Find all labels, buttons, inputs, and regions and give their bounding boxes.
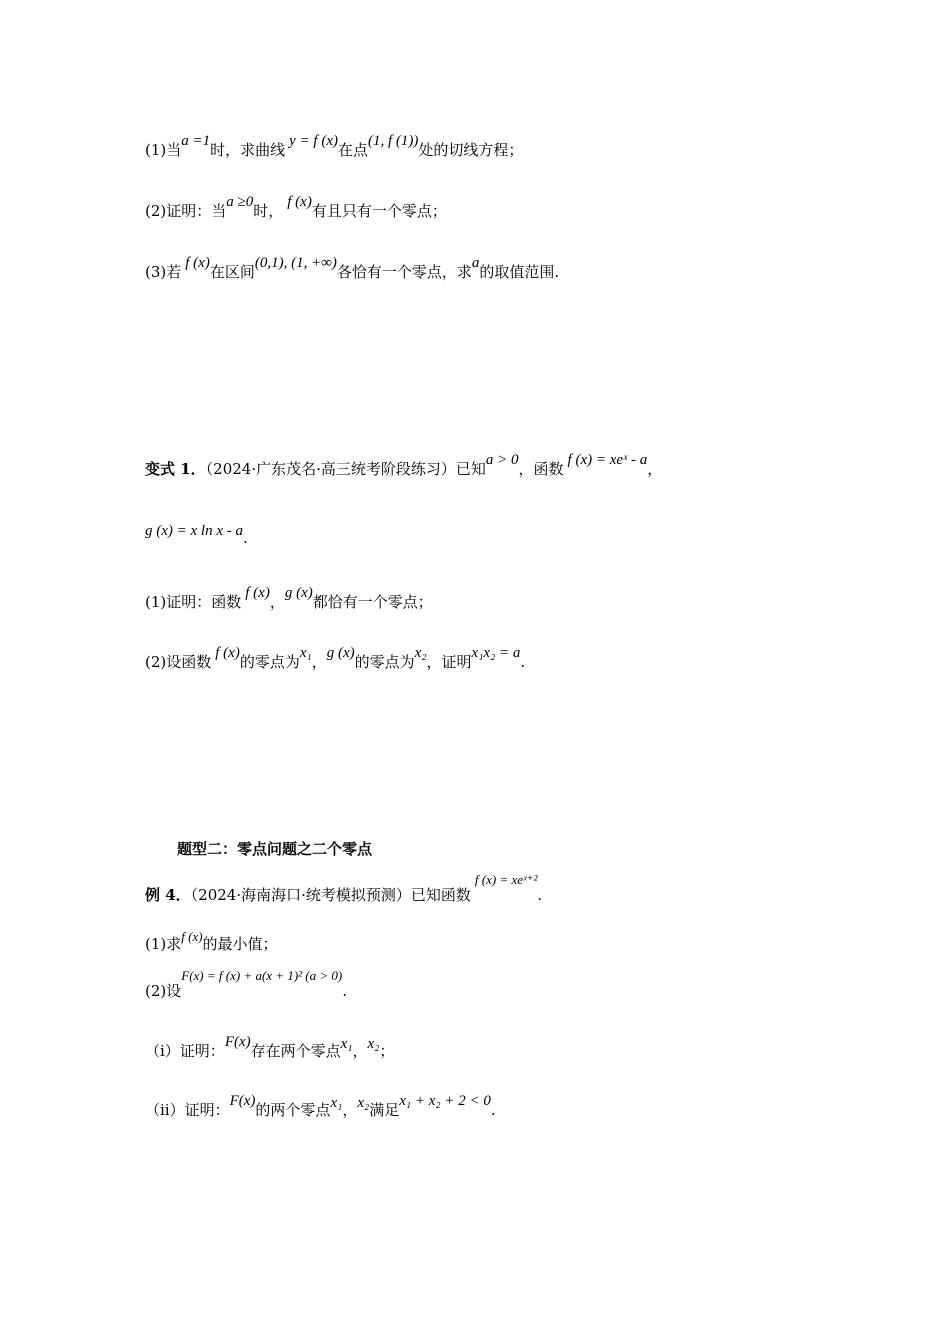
math-point: (1, f (1)) <box>368 133 419 149</box>
math-a-geq-0: a ≥0 <box>226 194 254 210</box>
math-x2: x₂ <box>357 1095 370 1111</box>
math-curve-eq: y = f (x) <box>289 133 338 149</box>
example-4-question-2: (2)设F(x) = f (x) + a(x + 1)² (a > 0). <box>145 968 348 1000</box>
math-a: a <box>471 255 480 271</box>
question-1: (1)当a =1时，求曲线 y = f (x)在点(1, f (1))处的切线方程； <box>145 133 524 159</box>
math-Fx: F(x) <box>224 1034 251 1050</box>
variant-1-heading: 变式 1．（2024·广东茂名·高三统考阶段练习）已知a > 0，函数 f (x) = xeˣ - a， <box>145 452 663 478</box>
math-x2: x₂ <box>367 1036 380 1052</box>
variant-1-g-definition: g (x) = x ln x - a. <box>145 523 248 547</box>
math-x1: x₁ <box>330 1095 343 1111</box>
math-g-def: g (x) = x ln x - a <box>145 523 243 539</box>
question-2: (2)证明：当a ≥0时， f (x)有且只有一个零点； <box>145 194 447 220</box>
math-fx: f (x) <box>215 645 240 661</box>
math-F-def: F(x) = f (x) + a(x + 1)² (a > 0) <box>181 968 343 983</box>
math-x1: x₁ <box>299 645 312 661</box>
variant-source: （2024·广东茂名·高三统考阶段练习）已知 <box>205 460 486 478</box>
example-4-heading: 例 4．（2024·海南海口·统考模拟预测）已知函数f (x) = xeˣ⁺². <box>145 872 543 904</box>
math-fx: f (x) <box>185 255 210 271</box>
variant-1-question-2: (2)设函数 f (x)的零点为x₁，g (x)的零点为x₂，证明x₁x₂ = a. <box>145 645 526 671</box>
math-gx: g (x) <box>284 585 313 601</box>
math-fx: f (x) <box>181 929 203 944</box>
math-gx: g (x) <box>326 645 355 661</box>
math-a-equals-1: a =1 <box>181 133 211 149</box>
section-title: 题型二：零点问题之二个零点 <box>177 840 373 858</box>
variant-label: 变式 1． <box>145 460 206 478</box>
example-source: （2024·海南海口·统考模拟预测）已知函数 <box>190 886 471 904</box>
example-4-question-ii: （ⅱ）证明：F(x)的两个零点x₁，x₂满足x₁ + x₂ + 2 < 0. <box>145 1093 496 1119</box>
example-4-question-i: （ⅰ）证明：F(x)存在两个零点x₁，x₂； <box>145 1034 395 1060</box>
math-fx: f (x) <box>245 585 270 601</box>
example-4-question-1: (1)求f (x)的最小值； <box>145 929 278 953</box>
math-Fx: F(x) <box>229 1093 256 1109</box>
math-sum-inequality: x₁ + x₂ + 2 < 0 <box>399 1093 491 1109</box>
math-x1x2-eq-a: x₁x₂ = a <box>471 645 521 661</box>
math-a-gt-0: a > 0 <box>485 452 519 468</box>
math-x2: x₂ <box>414 645 427 661</box>
variant-1-question-1: (1)证明：函数 f (x)，g (x)都恰有一个零点； <box>145 585 433 611</box>
question-3: (3)若 f (x)在区间(0,1), (1, +∞)各恰有一个零点，求a的取值范围. <box>145 255 560 281</box>
math-f-def: f (x) = xeˣ - a <box>567 452 648 468</box>
example-label: 例 4． <box>145 886 191 904</box>
math-x1: x₁ <box>340 1036 353 1052</box>
math-f-def: f (x) = xeˣ⁺² <box>474 872 538 887</box>
math-fx: f (x) <box>287 194 312 210</box>
math-intervals: (0,1), (1, +∞) <box>254 255 337 271</box>
